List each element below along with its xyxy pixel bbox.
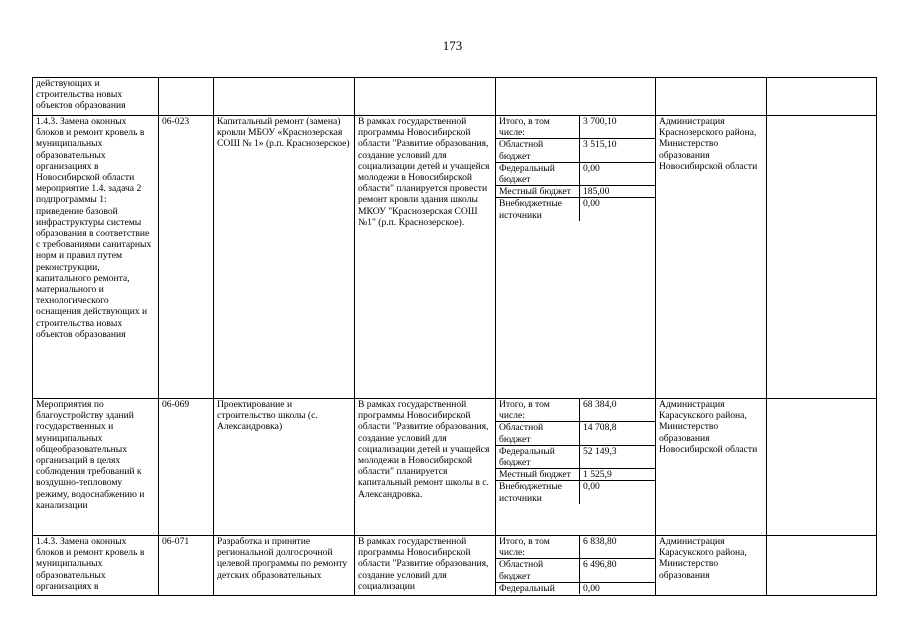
finance-label: Итого, в том числе: <box>499 116 550 139</box>
table-row <box>33 536 877 596</box>
finance-value: 68 384,0 <box>579 399 655 421</box>
code-cell <box>159 78 214 116</box>
finance-value: 185,00 <box>579 186 655 197</box>
finance-row <box>496 422 655 445</box>
finance-row <box>496 583 655 594</box>
table-row <box>33 116 877 399</box>
finance-value: 14 708,8 <box>579 422 655 444</box>
measure-text: 1.4.3. Замена оконных блоков и ремонт кровель в муниципальных образовательных организациях в <box>36 536 145 592</box>
finance-value: 0,00 <box>579 198 655 220</box>
result-cell <box>355 78 496 116</box>
measure-cell: действующих и строительства новых объектов образования <box>33 78 159 116</box>
finance-label: Итого, в том числе: <box>499 536 550 559</box>
finance-cell <box>496 536 656 596</box>
finance-label: Местный бюджет <box>499 186 571 198</box>
note-cell <box>767 536 877 596</box>
note-cell <box>767 116 877 399</box>
name-cell: Капитальный ремонт (замена) кровли МБОУ «Краснозерская СОШ № 1» (р.п. Краснозерское) <box>214 116 355 399</box>
finance-row <box>496 116 655 139</box>
executor-cell <box>656 78 767 116</box>
finance-cell <box>496 116 656 399</box>
measure-cell: 1.4.3. Замена оконных блоков и ремонт кровель в муниципальных образовательных организациях в Новосибирской области мероприятие 1.4. задача 2 подпрограммы 1: приведение базовой инфраструктуры системы образования в соответствие с требованиями санитарных норм и правил путем реконструкции, капитального ремонта, материального и технологического оснащения действующих и строительства новых объектов образования <box>33 116 159 399</box>
finance-value: 6 496,80 <box>579 559 655 581</box>
code-cell: 06-071 <box>159 536 214 596</box>
name-text: Разработка и принятие региональной долгосрочной целевой программы по ремонту детских образовательных <box>217 536 348 581</box>
finance-value: 1 525,9 <box>579 469 655 480</box>
finance-value: 3 700,10 <box>579 116 655 138</box>
measure-cell: Мероприятия по благоустройству зданий государственных и муниципальных общеобразовательных организаций в целях соблюдения требований к воздушно-тепловому режиму, водоснабжению и канализации <box>33 399 159 536</box>
executor-cell <box>656 536 767 596</box>
finance-label: Федеральный бюджет <box>499 445 555 469</box>
note-cell <box>767 399 877 536</box>
measure-cell <box>33 536 159 596</box>
program-table <box>32 77 877 596</box>
name-cell <box>214 536 355 596</box>
finance-row <box>496 163 655 186</box>
finance-label: Итого, в том числе: <box>499 399 550 422</box>
finance-row <box>496 186 655 198</box>
executor-cell: Администрация Карасукского района, Министерство образования Новосибирской области <box>656 399 767 536</box>
finance-row <box>496 469 655 481</box>
finance-value: 3 515,10 <box>579 139 655 161</box>
finance-label: Внебюджетные источники <box>499 481 563 504</box>
name-cell: Проектирование и строительство школы (с. Александровка) <box>214 399 355 536</box>
executor-text: Администрация Карасукского района, Министерство образования <box>659 536 747 581</box>
page-number: 173 <box>442 38 463 53</box>
finance-value: 0,00 <box>579 583 655 594</box>
finance-row <box>496 139 655 162</box>
name-cell <box>214 78 355 116</box>
code-cell: 06-023 <box>159 116 214 399</box>
finance-value: 0,00 <box>579 163 655 185</box>
finance-label: Областной бюджет <box>499 559 544 582</box>
finance-label: Областной бюджет <box>499 422 544 445</box>
finance-row <box>496 399 655 422</box>
executor-cell: Администрация Краснозерского района, Министерство образования Новосибирской области <box>656 116 767 399</box>
finance-cell <box>496 399 656 536</box>
finance-label: Федеральный <box>499 582 555 594</box>
result-cell: В рамках государственной программы Новосибирской области "Развитие образования, создание условий для социализации детей и учащейся молодежи в Новосибирской области" планируется капитальный ремонт школы в с. Александровка. <box>355 399 496 536</box>
finance-label: Областной бюджет <box>499 139 544 162</box>
finance-row <box>496 536 655 559</box>
finance-label: Федеральный бюджет <box>499 162 555 186</box>
result-cell: В рамках государственной программы Новосибирской области "Развитие образования, создание условий для социализации детей и учащейся молодежи в Новосибирской области" планируется провести ремонт кровли здания школы МКОУ "Краснозерская СОШ №1" (р.п. Краснозерское). <box>355 116 496 399</box>
finance-cell <box>496 78 656 116</box>
result-cell <box>355 536 496 596</box>
finance-row <box>496 446 655 469</box>
finance-value: 0,00 <box>579 481 655 503</box>
finance-label: Внебюджетные источники <box>499 198 563 221</box>
code-cell: 06-069 <box>159 399 214 536</box>
finance-value: 6 838,80 <box>579 536 655 558</box>
finance-row <box>496 559 655 582</box>
finance-row <box>496 198 655 220</box>
finance-label: Местный бюджет <box>499 469 571 481</box>
finance-row <box>496 481 655 503</box>
finance-value: 52 149,3 <box>579 446 655 468</box>
result-text: В рамках государственной программы Новосибирской области "Развитие образования, создание условий для социализации <box>358 536 489 592</box>
table-row <box>33 78 877 116</box>
table-row <box>33 399 877 536</box>
note-cell <box>767 78 877 116</box>
